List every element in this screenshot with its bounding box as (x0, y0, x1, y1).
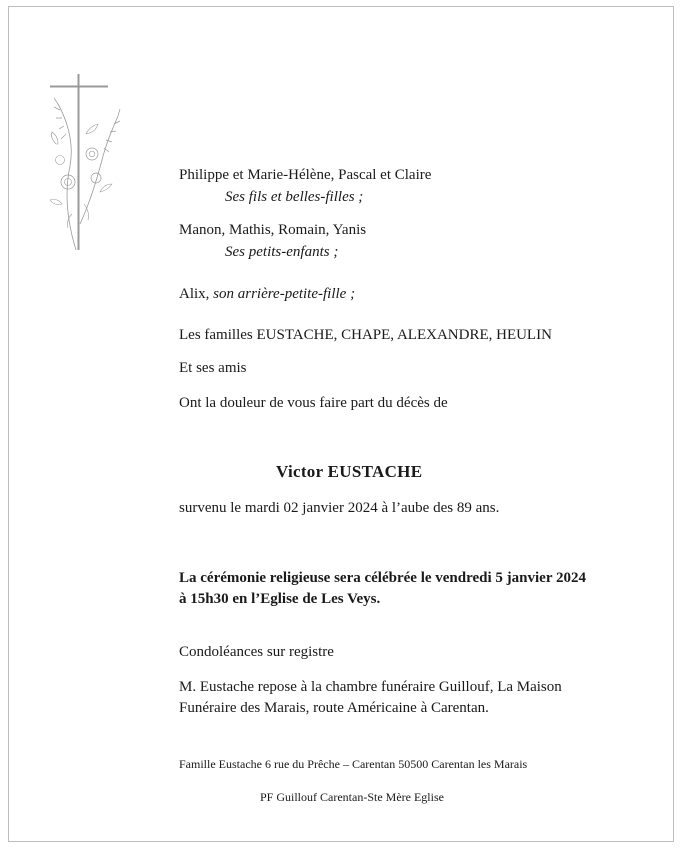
resting-place-line-2: Funéraire des Marais, route Américaine à Carentan. (179, 700, 489, 716)
great-grandchild-line (179, 285, 355, 303)
cross-with-flowers-icon (46, 74, 124, 254)
ceremony-line-1: La cérémonie religieuse sera célébrée le vendredi 5 janvier 2024 (179, 570, 586, 586)
funeral-home: PF Guillouf Carentan-Ste Mère Eglise (260, 790, 444, 804)
condolences-line: Condoléances sur registre (179, 644, 334, 660)
great-grandchild-role: son arrière-petite-fille ; (213, 286, 356, 302)
ceremony-line-2: à 15h30 en l’Eglise de Les Veys. (179, 591, 381, 607)
families-line: Les familles EUSTACHE, CHAPE, ALEXANDRE, HEULIN (179, 327, 552, 343)
resting-place-line-1: M. Eustache repose à la chambre funéraire Guillouf, La Maison (179, 679, 562, 695)
great-grandchild-name: Alix, (179, 286, 210, 302)
deceased-name: Victor EUSTACHE (276, 462, 423, 481)
children-names: Philippe et Marie-Hélène, Pascal et Claire (179, 167, 432, 183)
friends-line: Et ses amis (179, 360, 247, 376)
announcement-line: Ont la douleur de vous faire part du décès de (179, 395, 448, 411)
grandchildren-names: Manon, Mathis, Romain, Yanis (179, 222, 367, 238)
grandchildren-role: Ses petits-enfants ; (225, 244, 339, 260)
death-notice: survenu le mardi 02 janvier 2024 à l’aube des 89 ans. (179, 500, 500, 516)
children-role: Ses fils et belles-filles ; (225, 189, 364, 205)
family-address: Famille Eustache 6 rue du Prêche – Carentan 50500 Carentan les Marais (179, 757, 528, 771)
